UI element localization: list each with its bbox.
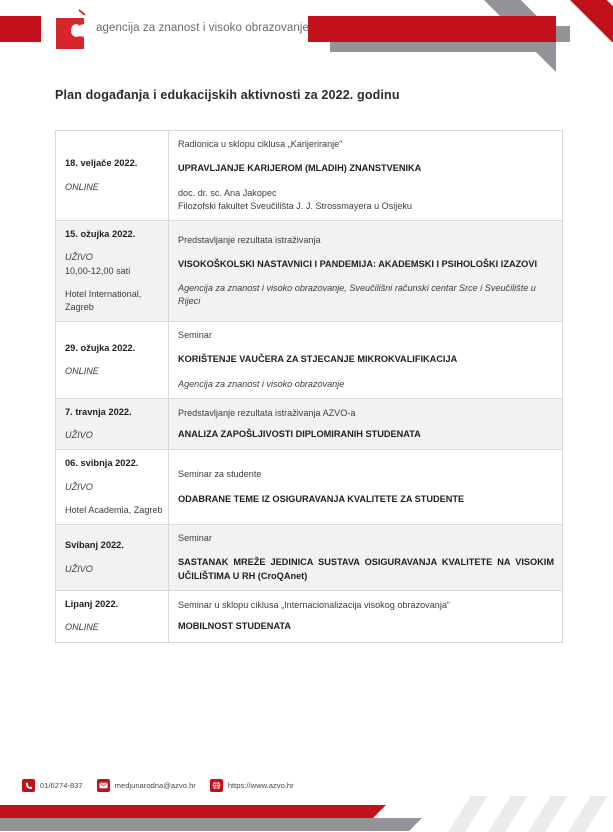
event-place: Hotel Academia, Zagreb bbox=[65, 504, 163, 515]
header-red-ribbon bbox=[308, 16, 556, 42]
table-row bbox=[56, 322, 563, 399]
event-title: MOBILNOST STUDENATA bbox=[178, 621, 291, 632]
event-speaker: doc. dr. sc. Ana Jakopec bbox=[178, 187, 277, 198]
event-title: ANALIZA ZAPOŠLJIVOSTI DIPLOMIRANIH STUDENATA bbox=[178, 428, 421, 439]
organization-name: agencija za znanost i visoko obrazovanje bbox=[96, 22, 310, 34]
footer-gray-ribbon bbox=[0, 818, 400, 831]
globe-icon bbox=[210, 779, 223, 792]
event-title: UPRAVLJANJE KARIJEROM (MLADIH) ZNANSTVENIKA bbox=[178, 163, 422, 174]
footer-red-ribbon bbox=[0, 805, 360, 818]
contact-email-text: medjunarodna@azvo.hr bbox=[114, 781, 196, 790]
table-row bbox=[56, 220, 563, 321]
event-mode: ONLINE bbox=[65, 622, 99, 633]
event-mode: ONLINE bbox=[65, 366, 99, 376]
event-date-cell bbox=[56, 220, 169, 321]
event-kicker: Predstavljanje rezultata istraživanja bbox=[178, 234, 321, 245]
event-kicker: Radionica u sklopu ciklusa „Karijeriranje“ bbox=[178, 139, 343, 149]
event-title: ODABRANE TEME IZ OSIGURAVANJA KVALITETE ZA STUDENTE bbox=[178, 493, 465, 504]
event-details-cell bbox=[169, 220, 563, 321]
event-details-cell bbox=[169, 322, 563, 399]
contact-website-text: https://www.azvo.hr bbox=[227, 781, 294, 790]
page-title: Plan događanja i edukacijskih aktivnosti za 2022. godinu bbox=[55, 88, 400, 102]
event-title: VISOKOŠKOLSKI NASTAVNICI I PANDEMIJA: AKADEMSKI I PSIHOLOŠKI IZAZOVI bbox=[178, 258, 538, 269]
contact-phone bbox=[22, 779, 83, 792]
table-row bbox=[56, 131, 563, 221]
event-mode: UŽIVO bbox=[65, 252, 93, 263]
event-date-cell bbox=[56, 322, 169, 399]
event-kicker: Seminar bbox=[178, 330, 212, 341]
email-icon bbox=[97, 779, 110, 792]
event-kicker: Seminar bbox=[178, 533, 212, 544]
event-place: Hotel International, Zagreb bbox=[65, 288, 142, 312]
event-date-cell bbox=[56, 398, 169, 450]
table-row bbox=[56, 525, 563, 591]
event-kicker: Seminar za studente bbox=[178, 469, 262, 480]
event-date: 29. ožujka 2022. bbox=[65, 342, 136, 353]
event-mode: ONLINE bbox=[65, 181, 99, 192]
event-details-cell bbox=[169, 525, 563, 591]
table-row bbox=[56, 591, 563, 643]
event-details-cell bbox=[169, 131, 563, 221]
event-details-cell bbox=[169, 591, 563, 643]
events-plan-table bbox=[55, 130, 563, 643]
event-title: SASTANAK MREŽE JEDINICA SUSTAVA OSIGURAVANJA KVALITETE NA VISOKIM UČILIŠTIMA U RH (CroQAnet) bbox=[178, 557, 554, 581]
event-title: KORIŠTENJE VAUČERA ZA STJECANJE MIKROKVALIFIKACIJA bbox=[178, 354, 458, 365]
event-details-cell bbox=[169, 398, 563, 450]
event-date-cell bbox=[56, 591, 169, 643]
event-mode: UŽIVO bbox=[65, 563, 93, 574]
event-organizer: Agencija za znanost i visoko obrazovanje, Sveučilišni računski centar Srce i Sveučilište u Rijeci bbox=[178, 283, 536, 307]
event-date: 06. svibnja 2022. bbox=[65, 458, 139, 469]
event-date: 18. veljače 2022. bbox=[65, 158, 138, 169]
page-header bbox=[0, 0, 613, 72]
event-mode: UŽIVO bbox=[65, 430, 93, 441]
header-white-wedge bbox=[556, 42, 613, 72]
contact-email bbox=[97, 779, 196, 792]
footer-contacts bbox=[22, 779, 294, 792]
events-table-body bbox=[56, 131, 563, 643]
footer-stripe bbox=[433, 796, 494, 832]
event-kicker: Seminar u sklopu ciklusa „Internacionalizacija visokog obrazovanja“ bbox=[178, 600, 450, 611]
event-speaker-affiliation: Filozofski fakultet Sveučilišta J. J. Strossmayera u Osijeku bbox=[178, 200, 412, 211]
event-details-cell bbox=[169, 450, 563, 525]
event-time: 10,00-12,00 sati bbox=[65, 265, 131, 276]
event-date-cell bbox=[56, 450, 169, 525]
contact-website bbox=[210, 779, 294, 792]
header-red-block-left bbox=[0, 16, 41, 42]
event-organizer: Agencija za znanost i visoko obrazovanje bbox=[178, 378, 345, 389]
event-kicker: Predstavljanje rezultata istraživanja AZVO-a bbox=[178, 407, 356, 418]
table-row bbox=[56, 398, 563, 450]
event-date: Svibanj 2022. bbox=[65, 540, 124, 551]
event-date: 15. ožujka 2022. bbox=[65, 228, 136, 239]
azvo-logo-icon bbox=[54, 9, 90, 49]
event-date: 7. travnja 2022. bbox=[65, 406, 132, 417]
table-row bbox=[56, 450, 563, 525]
contact-phone-text: 01/6274-837 bbox=[40, 781, 83, 790]
event-date-cell bbox=[56, 131, 169, 221]
phone-icon bbox=[22, 779, 35, 792]
event-date: Lipanj 2022. bbox=[65, 599, 119, 610]
event-date-cell bbox=[56, 525, 169, 591]
event-mode: UŽIVO bbox=[65, 481, 93, 492]
